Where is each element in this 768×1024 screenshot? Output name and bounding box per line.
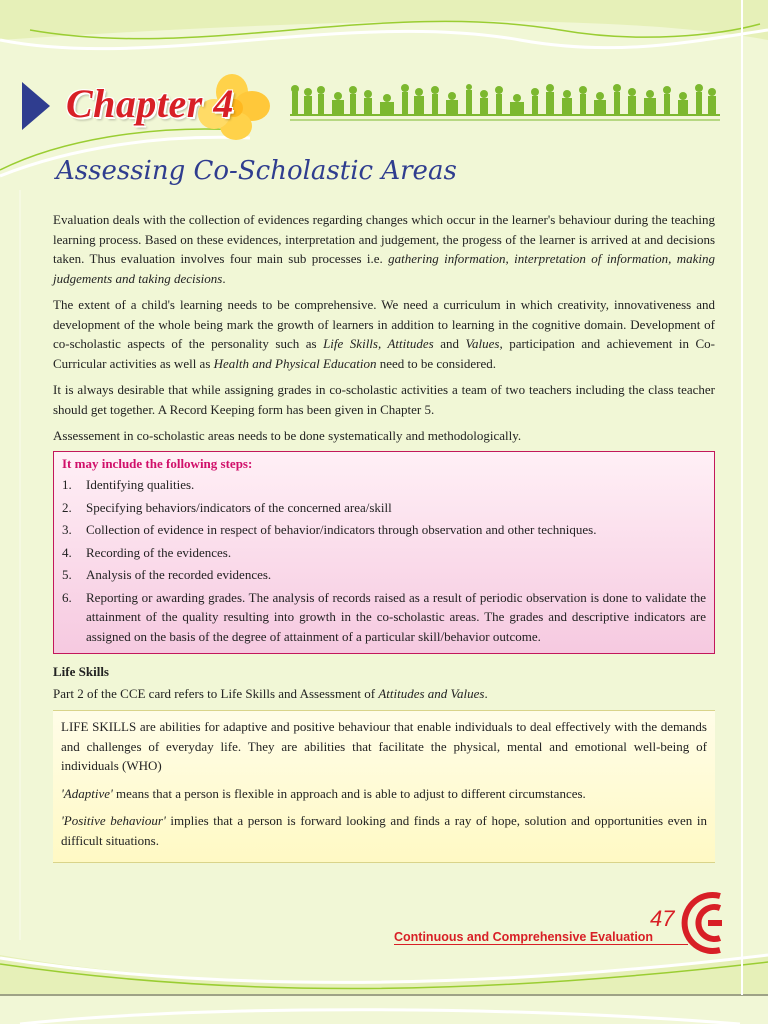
children-figures-banner bbox=[290, 84, 720, 124]
positive-behaviour-definition: 'Positive behaviour' implies that a person is forward looking and finds a ray of hope, solution and opportunities even in difficult situations. bbox=[61, 813, 707, 848]
life-skills-intro: Part 2 of the CCE card refers to Life Skills and Assessment of Attitudes and Values. bbox=[53, 685, 488, 701]
life-skills-heading: Life Skills bbox=[53, 664, 109, 679]
main-content bbox=[53, 210, 715, 863]
paragraph-comprehensive-learning: The extent of a child's learning needs to be comprehensive. We need a curriculum in which creativity, innovativeness and development of the whole being mark the growth of learners in addition to learning in the cognitive domain. Development of co-scholastic aspects of the personality such as Life Skills, Attitudes and Values, participation and achievement in Co-Curricular activities as well as Health and Physical Education need to be considered. bbox=[53, 297, 715, 371]
chapter-title: Chapter 4 bbox=[66, 81, 234, 126]
paragraph-grading-team: It is always desirable that while assigning grades in co-scholastic activities a team of two teachers including the class teacher should get together. A Record Keeping form has been given in Chapter 5. bbox=[53, 382, 715, 417]
cce-logo-icon bbox=[680, 890, 724, 956]
steps-heading: It may include the following steps: bbox=[62, 455, 253, 471]
step-item: 4. Recording of the evidences. bbox=[62, 544, 232, 560]
book-title: Continuous and Comprehensive Evaluation bbox=[394, 930, 654, 944]
step-item: 6. Reporting or awarding grades. The analysis of records raised as a result of periodic observation is done to validate the attainment of the quality resulting into growth in the co-scholastic areas. The grades and descriptive indicators are assigned on the basis of the degree of attainment of a particular skill/behavior outcome. bbox=[62, 589, 706, 644]
page-number: 47 bbox=[650, 906, 675, 931]
step-item: 5. Analysis of the recorded evidences. bbox=[62, 567, 272, 582]
adaptive-definition: 'Adaptive' means that a person is flexible in approach and is able to adjust to different circumstances. bbox=[61, 785, 586, 801]
step-item: 3. Collection of evidence in respect of behavior/indicators through observation and other techniques. bbox=[62, 522, 597, 537]
step-item: 1. Identifying qualities. bbox=[62, 477, 195, 492]
step-item: 2. Specifying behaviors/indicators of the concerned area/skill bbox=[62, 499, 392, 515]
section-title: Assessing Co-Scholastic Areas bbox=[56, 156, 457, 186]
life-skills-definition: LIFE SKILLS are abilities for adaptive and positive behaviour that enable individuals to deal effectively with the demands and challenges of everyday life. They are abilities that facilitate the physical, mental and emotional well-being of individuals (WHO) bbox=[61, 719, 707, 773]
chapter-arrow-icon bbox=[22, 82, 50, 130]
paragraph-assessment: Assessement in co-scholastic areas needs to be done systematically and methodologically. bbox=[53, 428, 522, 443]
footer-divider bbox=[394, 944, 688, 945]
steps-box bbox=[53, 451, 715, 655]
paragraph-evaluation: Evaluation deals with the collection of evidences regarding changes which occur in the learner's behaviour during the teaching learning process. Based on these evidences, interpretation and judgement, the progess of the learner is arrived at and decisions taken. Thus evaluation involves four main sub processes i.e. gathering information, interpretation of information, making judgements and taking decisions. bbox=[53, 212, 715, 286]
life-skills-definition-box bbox=[53, 710, 715, 863]
steps-list bbox=[62, 475, 706, 646]
